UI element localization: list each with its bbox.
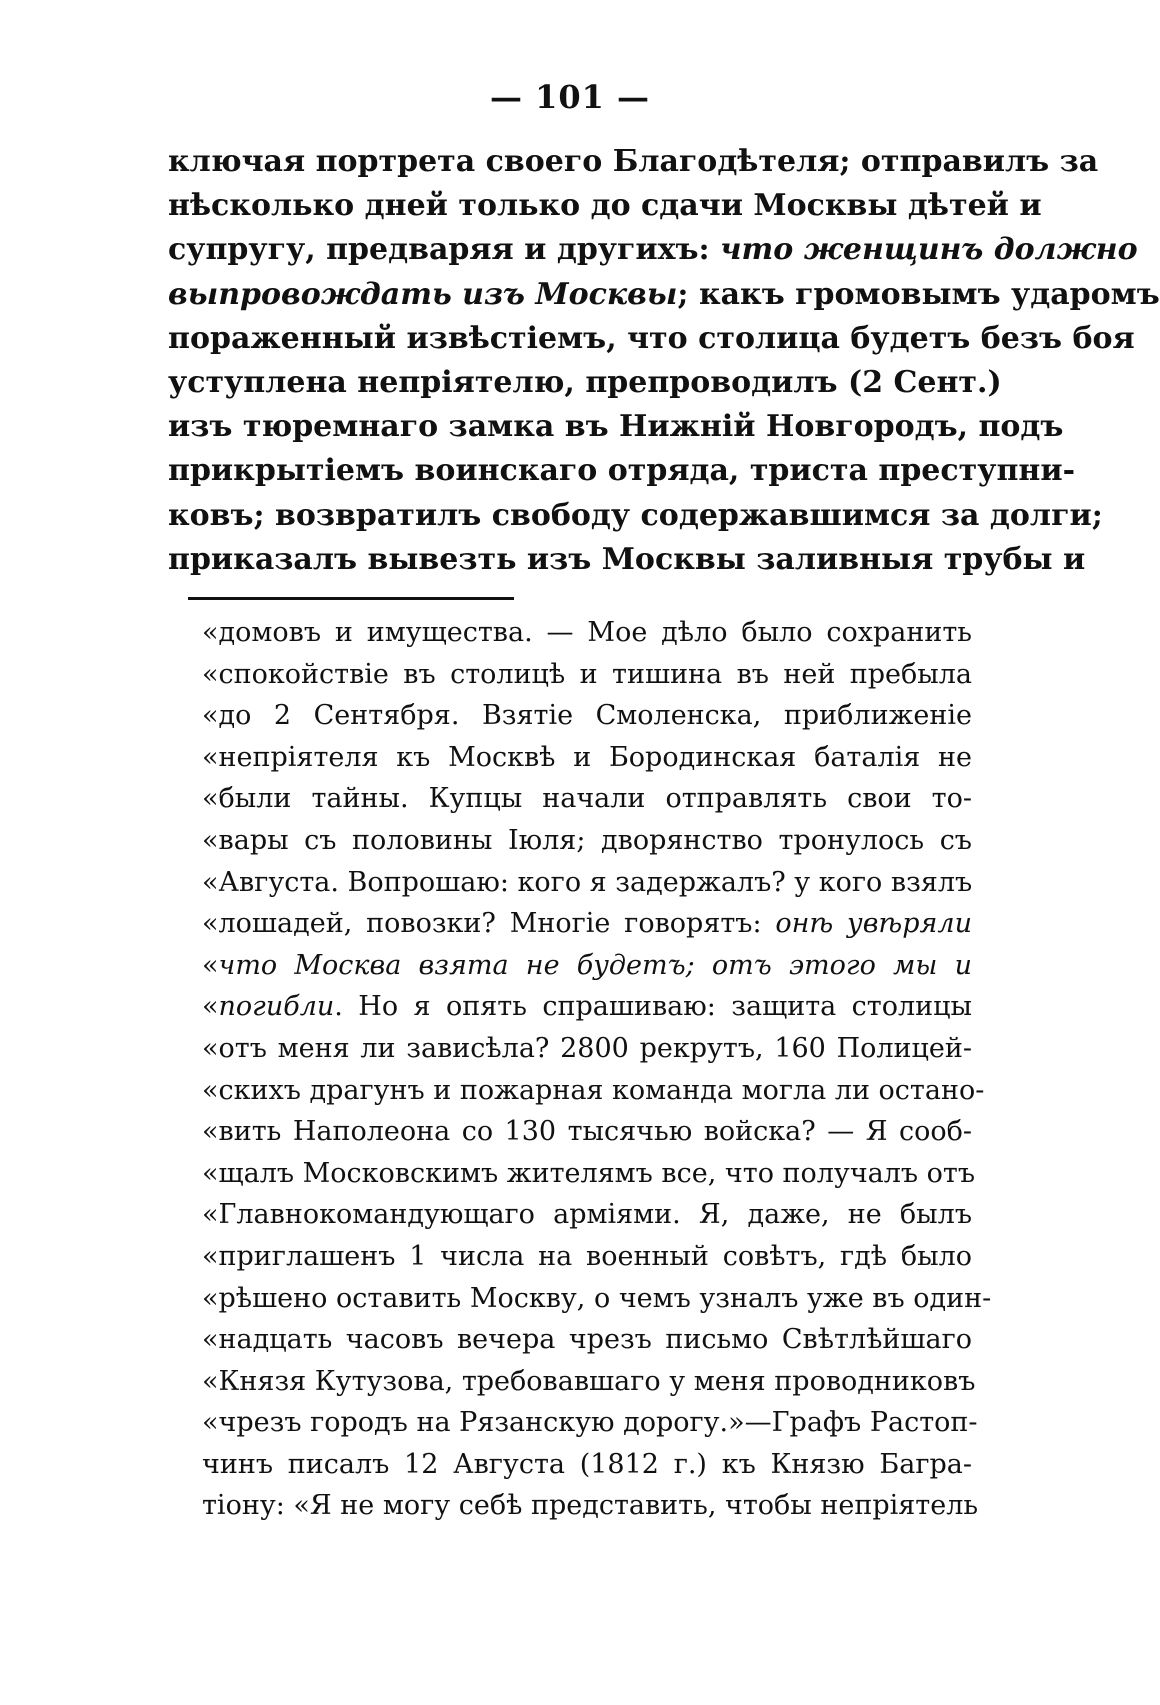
main-text-block (168, 140, 1160, 582)
text-line: изъ тюремнаго замка въ Нижній Новгородъ, подъ (168, 409, 1064, 445)
footnote-line: чинъ писалъ 12 Августа (1812 г.) къ Князю Багра- (202, 1448, 972, 1480)
footnote-line (202, 903, 972, 945)
footnote-line (202, 986, 972, 1028)
footnote-line: «Августа. Вопрошаю: кого я задержалъ? у кого взялъ (202, 866, 973, 898)
footnote-line: «надцать часовъ вечера чрезъ письмо Свѣтлѣйшаго (202, 1324, 972, 1356)
italic-quote: что Москва взята не будетъ; отъ этого мы и (218, 949, 972, 981)
footnote-line: «вары съ половины Іюля; дворянство тронулось съ (202, 824, 972, 856)
footnote-line: тіону: «Я не могу себѣ представить, чтобы непріятель (202, 1490, 979, 1522)
footnote-line: «спокойствіе въ столицѣ и тишина въ ней пребыла (202, 658, 972, 690)
text-line: уступлена непріятелю, препроводилъ (2 Сент.) (168, 365, 1002, 401)
footnote-line: «чрезъ городъ на Рязанскую дорогу.»—Графъ Растоп- (202, 1407, 978, 1439)
text-run: ; какъ громовымъ ударомъ (677, 276, 1160, 312)
quote-mark: « (202, 991, 219, 1023)
footnote-line: «приглашенъ 1 числа на военный совѣтъ, гдѣ было (202, 1240, 972, 1272)
italic-quote: что женщинъ должно (720, 232, 1138, 268)
footnote-line: «были тайны. Купцы начали отправлять свои то- (202, 783, 972, 815)
text-line: приказалъ вывезть изъ Москвы заливныя трубы и (168, 541, 1086, 577)
footnote-line: «рѣшено оставить Москву, о чемъ узналъ уже въ один- (202, 1282, 992, 1314)
footnote-line: «отъ меня ли зависѣла? 2800 рекрутъ, 160 Полицей- (202, 1032, 972, 1064)
italic-quote: погибли (218, 991, 335, 1023)
footnote-line: «вить Наполеона со 130 тысячью войска? — Я сооб- (202, 1116, 972, 1148)
text-run: . Но я опять спрашиваю: защита столицы (334, 991, 972, 1023)
text-line: прикрытіемъ воинскаго отряда, триста преступни- (168, 453, 1076, 489)
text-line: ключая портрета своего Благодѣтеля; отправилъ за (168, 144, 1099, 179)
quote-mark: « (202, 949, 219, 981)
page-number: — 101 — (489, 78, 651, 116)
text-line (168, 228, 1138, 272)
text-line: нѣсколько дней только до сдачи Москвы дѣтей и (168, 188, 1042, 224)
italic-quote: онѣ увѣряли (775, 908, 972, 940)
footnote-line: «Князя Кутузова, требовавшаго у меня проводниковъ (202, 1365, 976, 1397)
footnote-line: «Главнокомандующаго арміями. Я, даже, не былъ (202, 1199, 972, 1231)
text-line (168, 273, 1160, 317)
text-line: ковъ; возвратилъ свободу содержавшимся за долги; (168, 497, 1103, 533)
text-run: «лошадей, повозки? Многіе говорятъ: (202, 908, 776, 940)
footnote-line (202, 945, 972, 987)
footnote-divider (188, 597, 514, 600)
footnote-line: «скихъ драгунъ и пожарная команда могла ли остано- (202, 1074, 985, 1106)
footnote-line: «до 2 Сентября. Взятіе Смоленска, приближеніе (202, 700, 972, 732)
footnote-line: «домовъ и имущества. — Мое дѣло было сохранить (202, 617, 972, 648)
italic-quote: выпровождать изъ Москвы (168, 276, 678, 312)
text-line: пораженный извѣстіемъ, что столица будетъ безъ боя (168, 320, 1135, 356)
text-run: супругу, предваряя и другихъ: (168, 232, 721, 268)
footnote-block (202, 612, 992, 1527)
footnote-line: «непріятеля къ Москвѣ и Бородинская баталія не (202, 741, 972, 773)
footnote-line: «щалъ Московскимъ жителямъ все, что получалъ отъ (202, 1157, 976, 1189)
